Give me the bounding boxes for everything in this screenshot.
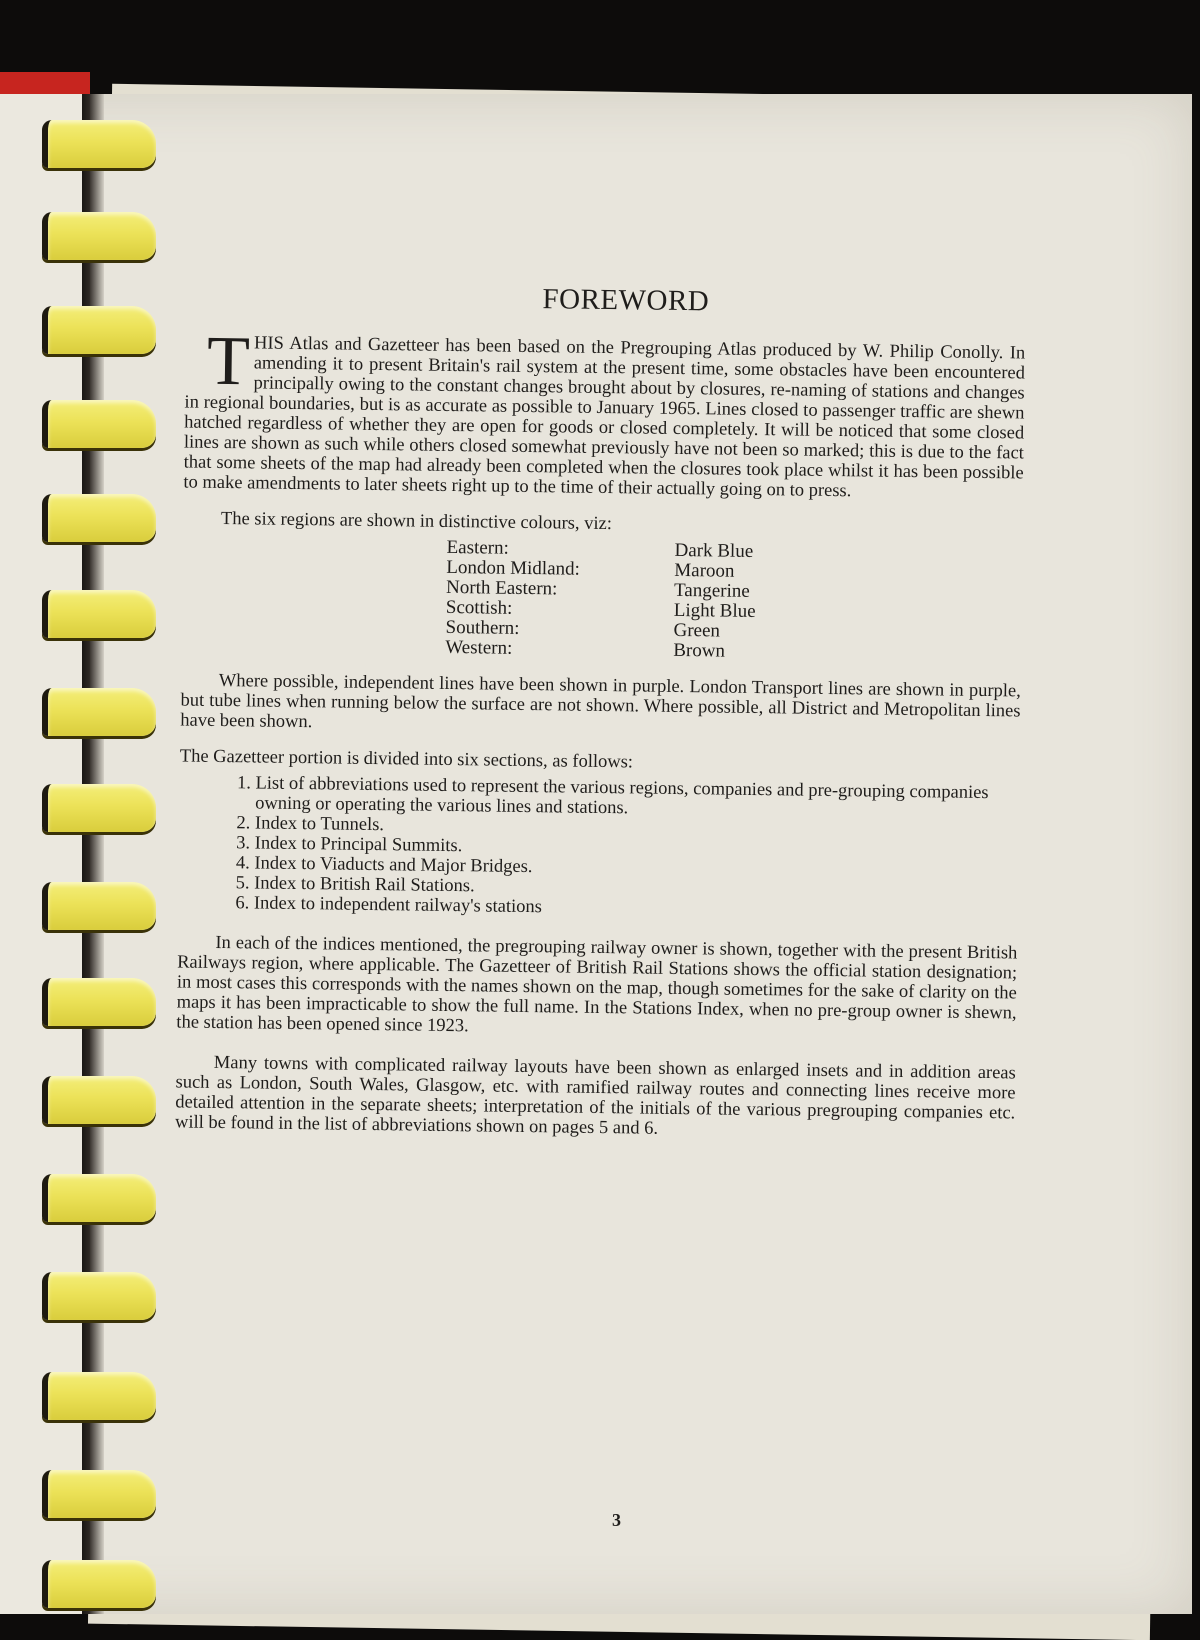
region-name: Eastern: [446,536,510,559]
intro-paragraph [183,322,1026,503]
binding-coil [42,1372,156,1420]
intro-text: HIS Atlas and Gazetteer has been based on the Pregrouping Atlas produced by W. Philip Conolly. In amending it to present Britain's rail system at the present time, some obstacles have been encountered principally owing to the constant changes brought about by closures, re-naming of stations and changes in regional boundaries, but is as accurate as possible to January 1965. Lines closed to passenger traffic are shewn hatched regardless of whether they are open for goods or closed completely. It will be noticed that some closed lines are shown as such while others closed somewhat previously have not been so marked; this is due to the fact that some sheets of the map had already been completed when the closures took place whilst it has been possible to make amendments to later sheets right up to the time of their actually going on to press. [183,333,1026,502]
list-item: 3. Index to Principal Summits. [255,833,1019,863]
binding-coil [42,978,156,1026]
binding-coil [42,1272,156,1320]
region-colour: Light Blue [673,599,756,622]
binding-coil [42,1174,156,1222]
list-item: 5. Index to British Rail Stations. [254,873,1018,903]
foreword-content [175,285,1026,1144]
list-item: 4. Index to Viaducts and Major Bridges. [254,853,1018,883]
binding-coil [42,1470,156,1518]
binding-coil [42,688,156,736]
region-colour: Tangerine [673,579,750,602]
binding-coil [42,120,156,168]
binding-coil [42,1560,156,1608]
page-number: 3 [612,1510,621,1530]
towns-paragraph: Many towns with complicated railway layouts have been shown as enlarged insets and in addition areas such as London, South Wales, Glasgow, etc. with ramified railway routes and connecting lines receive more detailed attention in the separate sheets; interpretation of the initials of the various pregrouping companies etc. will be found in the list of abbreviations shown on pages 5 and 6. [174,1052,1016,1139]
binding-coil [42,212,156,260]
list-item: 2. Index to Tunnels. [255,813,1019,843]
binding-coil [42,400,156,448]
region-name: Southern: [445,616,520,639]
region-colour: Brown [673,639,726,662]
binding-coil [42,1076,156,1124]
region-name: Western: [445,636,513,659]
region-name: Scottish: [445,596,513,619]
binding-coil [42,306,156,354]
page-title: FOREWORD [542,283,710,318]
independent-lines-paragraph: Where possible, independent lines have been shown in purple. London Transport lines are shown in purple, but tube lines when running below the surface are not shown. Where possible, all District and Metropolitan lines have been shown. [180,670,1021,733]
drop-cap: T [206,322,251,401]
binding-coil [42,494,156,542]
region-name: North Eastern: [445,576,558,600]
region-name: London Midland: [446,556,581,580]
list-item: 6. Index to independent railway's stations [254,893,1018,923]
binding-coil [42,882,156,930]
regions-intro: The six regions are shown in distinctive colours, viz: [220,508,613,535]
regions-table [445,538,1023,666]
list-item: 1. List of abbreviations used to represent the various regions, companies and pre-grouping companies owning or operating the various lines and stations. [255,773,1019,823]
region-colour: Dark Blue [674,539,754,562]
region-colour: Green [673,619,721,642]
sections-list [226,773,1020,923]
indices-paragraph: In each of the indices mentioned, the pregrouping railway owner is shown, together with the present British Railways region, where applicable. The Gazetteer of British Rail Stations shows the official station designation; in most cases this corresponds with the names shown on the map, though sometimes for the sake of clarity on the maps it has been impracticable to show the full name. In the Stations Index, when no pre-group owner is shewn, the station has been opened since 1923. [176,932,1018,1037]
region-colour: Maroon [674,559,735,582]
binding-coil [42,590,156,638]
gazetteer-intro: The Gazetteer portion is divided into six sections, as follows: [179,746,634,773]
binding-coil [42,784,156,832]
